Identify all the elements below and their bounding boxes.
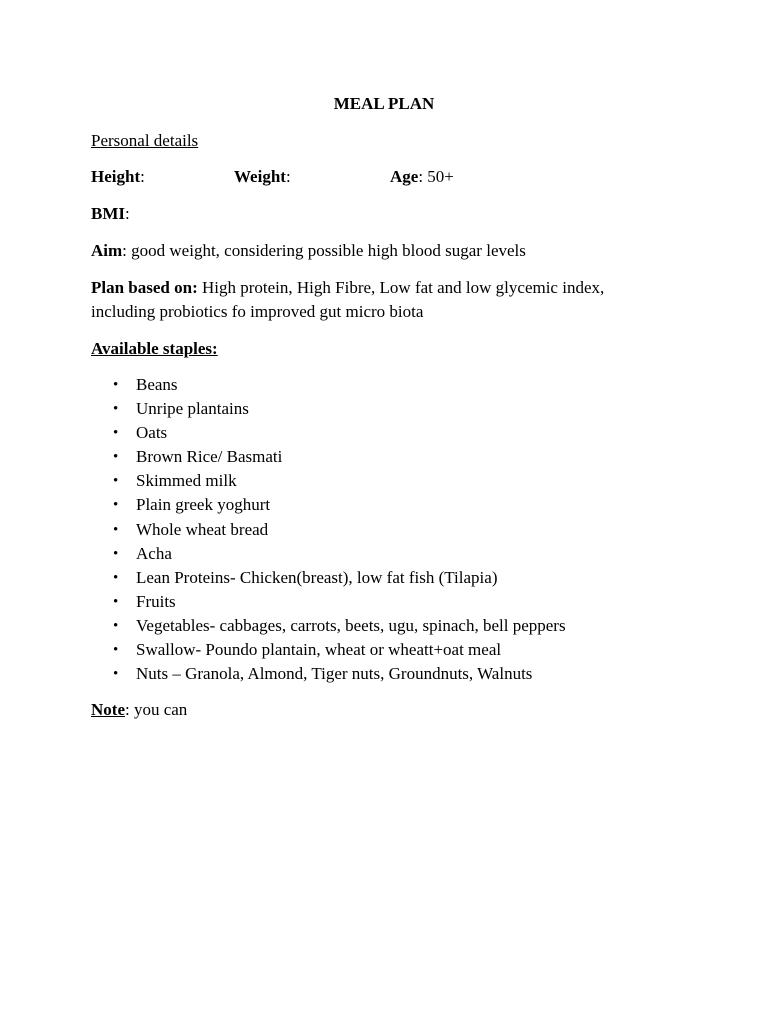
staple-list-item [91,615,566,639]
staple-item-text: Swallow- Poundo plantain, wheat or wheatt+oat meal [136,640,502,660]
bullet-icon: • [113,401,119,418]
height-label: Height [91,167,141,186]
age-value: : 50+ [418,167,454,186]
staple-item-text: Brown Rice/ Basmati [136,447,283,467]
staple-item-text: Lean Proteins- Chicken(breast), low fat fish (Tilapia) [136,567,498,587]
bullet-icon: • [113,425,119,442]
document-title: MEAL PLAN [333,94,435,113]
age-label: Age [390,167,419,186]
aim-label: Aim [91,241,123,260]
staple-item-text: Plain greek yoghurt [136,495,271,515]
bmi-value: : [125,204,130,223]
staple-item-text: Fruits [136,591,176,611]
weight-label: Weight [234,167,286,186]
aim-text: : good weight, considering possible high blood sugar levels [122,241,526,260]
bullet-icon: • [113,666,119,683]
staple-list-item [91,591,566,615]
staples-list [91,374,566,687]
staple-list-item [91,422,566,446]
bullet-icon: • [113,449,119,466]
staple-list-item [91,663,566,687]
age-field [390,167,454,187]
bullet-icon: • [113,617,119,634]
note-paragraph [91,700,187,720]
staple-item-text: Acha [136,543,172,563]
bmi-field [91,204,130,224]
staple-list-item [91,374,566,398]
weight-colon: : [285,167,291,186]
staple-list-item [91,446,566,470]
bullet-icon: • [113,497,119,514]
staple-item-text: Beans [136,375,178,394]
staple-item-text: Skimmed milk [136,471,237,491]
staple-item-text: Nuts – Granola, Almond, Tiger nuts, Groundnuts, Walnuts [136,664,533,684]
staple-list-item [91,398,566,422]
personal-details-heading: Personal details [91,131,199,150]
staples-heading: Available staples: [91,339,218,358]
staple-item-text: Vegetables- cabbages, carrots, beets, ugu, spinach, bell peppers [136,615,566,635]
bullet-icon: • [113,569,119,586]
height-field [91,167,145,187]
bullet-icon: • [113,521,119,538]
bullet-icon: • [113,545,119,562]
staple-list-item [91,567,566,591]
staple-list-item [91,639,566,663]
staple-list-item [91,519,566,543]
height-colon: : [140,167,145,186]
plan-label: Plan based on: [91,278,198,297]
aim-paragraph [91,241,526,261]
staple-list-item [91,543,566,567]
bmi-label: BMI [91,204,125,223]
bullet-icon: • [113,473,119,490]
plan-paragraph [91,276,651,324]
note-label: Note [91,700,125,719]
note-text: : you can [124,700,188,719]
bullet-icon: • [113,642,119,659]
bullet-icon: • [113,593,119,610]
staple-item-text: Oats [136,423,168,443]
staple-list-item [91,470,566,494]
staple-item-text: Unripe plantains [136,399,249,419]
weight-field [234,167,291,187]
staple-list-item [91,494,566,518]
plan-text: High protein, High Fibre, Low fat and low glycemic index, including probiotics fo improved gut micro biota [91,278,605,321]
bullet-icon: • [113,377,119,393]
staple-item-text: Whole wheat bread [136,519,269,539]
